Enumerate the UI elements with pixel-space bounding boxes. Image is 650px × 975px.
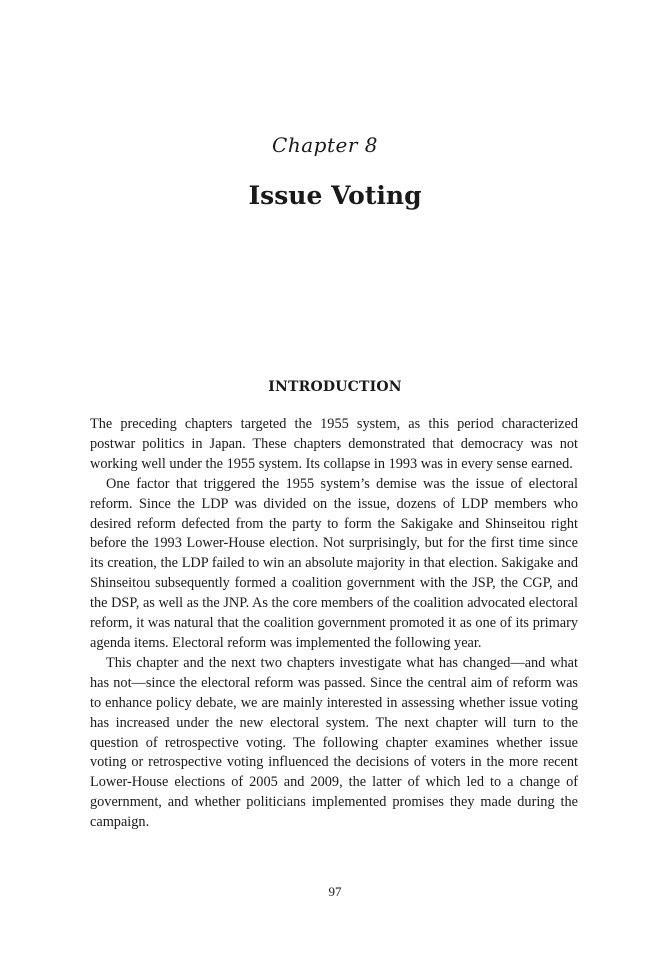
page-number: 97 bbox=[328, 884, 342, 899]
paragraph: One factor that triggered the 1955 system’s demise was the issue of electoral reform. Since the LDP was divided on the issue, dozens of LDP members who desired reform defected from the party to form the Sakigake and Shinseitou right before the 1993 Lower-House election. Not surprisingly, but for the first time since its creation, the LDP failed to win an absolute majority in that election. Sakigake and Shinseitou subsequently formed a coalition government with the JSP, the CGP, and the DSP, as well as the JNP. As the core members of the coalition advocated electoral reform, it was natural that the coalition government promoted it as one of its primary agenda items. Electoral reform was implemented the following year. bbox=[90, 475, 578, 651]
chapter-label: Chapter 8 bbox=[272, 133, 378, 157]
paragraph: This chapter and the next two chapters investigate what has changed—and what has not—since the electoral reform was passed. Since the central aim of reform was to enhance policy debate, we are mainly interested in assessing whether issue voting has increased under the new electoral system. The next chapter will turn to the question of retrospective voting. The following chapter examines whether issue voting or retrospective voting influenced the decisions of voters in the more recent Lower-House elections of 2005 and 2009, the latter of which led to a change of government, and whether politicians implemented promises they made during the campaign. bbox=[90, 654, 578, 831]
paragraph: The preceding chapters targeted the 1955 system, as this period characterized postwar politics in Japan. These chapters demonstrated that democracy was not working well under the 1955 system. Its collapse in 1993 was in every sense earned. bbox=[90, 416, 578, 472]
section-heading: INTRODUCTION bbox=[268, 379, 402, 395]
chapter-title: Issue Voting bbox=[248, 181, 422, 210]
body-text bbox=[90, 415, 578, 833]
